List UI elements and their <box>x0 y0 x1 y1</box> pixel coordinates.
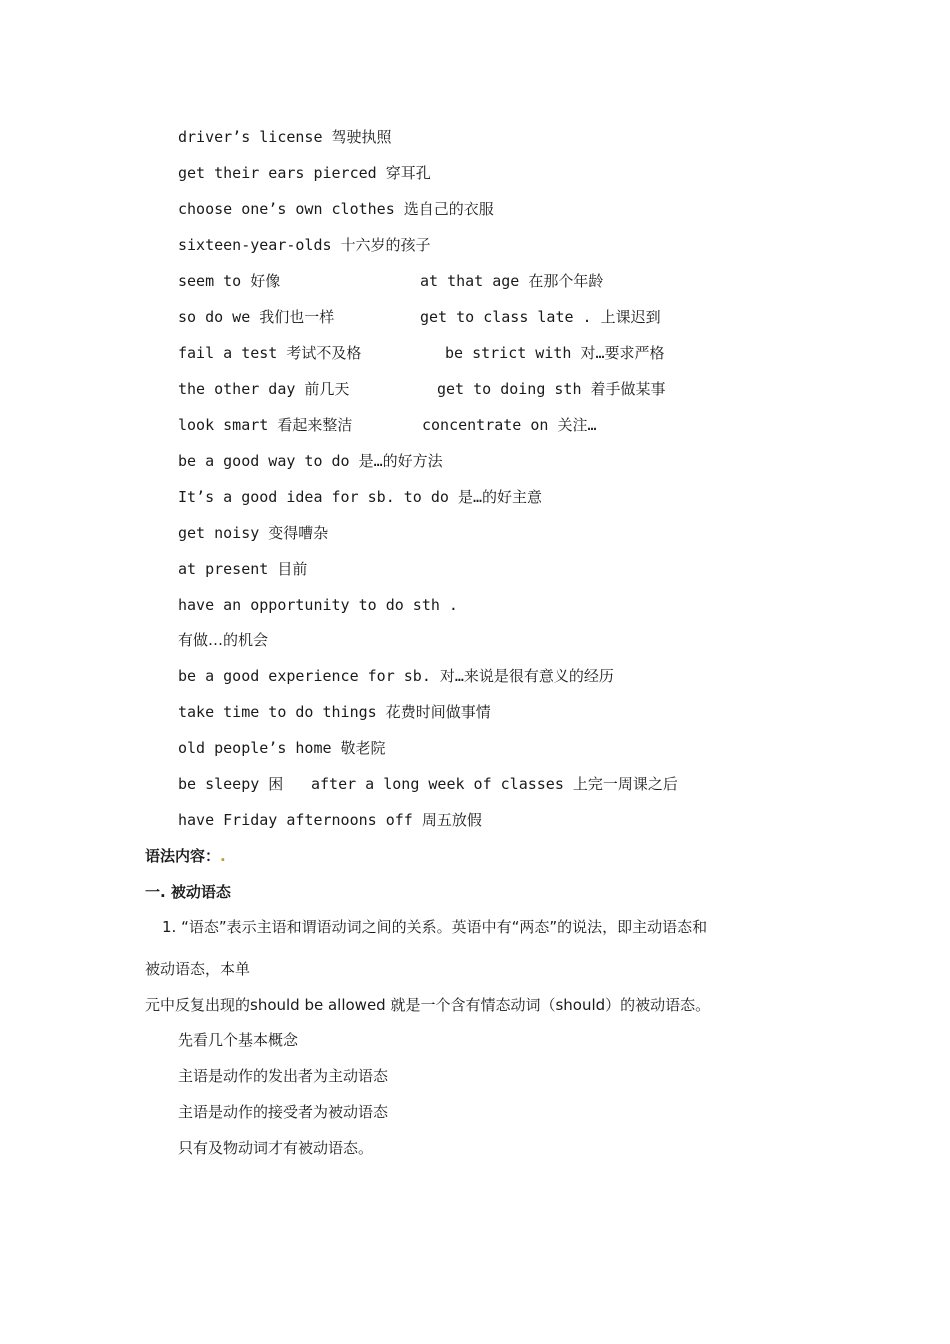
concept-line: 先看几个基本概念 <box>178 1031 299 1049</box>
vocab-line <box>178 343 361 363</box>
vocab-text: old people’s home 敬老院 <box>178 739 386 757</box>
vocab-line <box>178 379 349 399</box>
section-heading: 一. 被动语态 <box>145 883 231 901</box>
grammar-heading <box>145 846 226 866</box>
vocab-text: take time to do things 花费时间做事情 <box>178 703 491 721</box>
vocab-text-col2: after a long week of classes 上完一周课之后 <box>311 775 678 793</box>
vocab-line <box>178 810 482 830</box>
vocab-text: be sleepy 困 <box>178 775 284 793</box>
vocab-line <box>178 666 614 686</box>
vocab-line <box>178 451 443 471</box>
vocab-line-col2 <box>420 271 603 291</box>
paragraph-line: 被动语态，本单 <box>145 960 251 978</box>
paragraph-line: 1. “语态”表示主语和谓语动词之间的关系。英语中有“两态”的说法，即主动语态和 <box>162 918 708 936</box>
vocab-text: get their ears pierced 穿耳孔 <box>178 164 431 182</box>
vocab-text: at present 目前 <box>178 560 308 578</box>
vocab-line <box>178 127 392 147</box>
paragraph-line: 元中反复出现的should be allowed 就是一个含有情态动词（should）的被动语态。 <box>145 996 711 1014</box>
vocab-text: choose one’s own clothes 选自己的衣服 <box>178 200 494 218</box>
vocab-line <box>178 559 307 579</box>
vocab-line-col2 <box>437 379 666 399</box>
vocab-text: 有做…的机会 <box>178 631 269 649</box>
vocab-text: have Friday afternoons off 周五放假 <box>178 811 482 829</box>
vocab-line <box>178 630 268 650</box>
concept-line: 只有及物动词才有被动语态。 <box>178 1139 374 1157</box>
vocab-line <box>178 702 491 722</box>
vocab-line-col2 <box>445 343 665 363</box>
vocab-line <box>178 738 386 758</box>
vocab-line-col2 <box>311 774 678 794</box>
vocab-line-col2 <box>422 415 597 435</box>
grammar-heading-text: 语法内容： <box>145 847 221 865</box>
vocab-text: It’s a good idea for sb. to do 是…的好主意 <box>178 488 542 506</box>
vocab-text: fail a test 考试不及格 <box>178 344 362 362</box>
vocab-line <box>178 163 431 183</box>
vocab-text: so do we 我们也一样 <box>178 308 335 326</box>
vocab-line <box>178 271 280 291</box>
vocab-line <box>178 415 352 435</box>
vocab-text: seem to 好像 <box>178 272 281 290</box>
vocab-line <box>178 487 542 507</box>
vocab-line <box>178 199 494 219</box>
vocab-line <box>178 595 458 615</box>
concept-line: 主语是动作的发出者为主动语态 <box>178 1067 389 1085</box>
grammar-heading-dot: . <box>220 847 226 865</box>
vocab-text: get noisy 变得嘈杂 <box>178 524 329 542</box>
vocab-text-col2: get to doing sth 着手做某事 <box>437 380 666 398</box>
vocab-text: the other day 前几天 <box>178 380 350 398</box>
vocab-text-col2: at that age 在那个年龄 <box>420 272 604 290</box>
vocab-text: driver’s license 驾驶执照 <box>178 128 392 146</box>
vocab-text-col2: be strict with 对…要求严格 <box>445 344 665 362</box>
vocab-text: be a good experience for sb. 对…来说是很有意义的经历 <box>178 667 614 685</box>
vocab-line <box>178 774 283 794</box>
vocab-text: be a good way to do 是…的好方法 <box>178 452 443 470</box>
vocab-text: look smart 看起来整洁 <box>178 416 353 434</box>
vocab-line <box>178 523 328 543</box>
vocab-text: have an opportunity to do sth . <box>178 596 458 614</box>
vocab-text: sixteen-year-olds 十六岁的孩子 <box>178 236 431 254</box>
vocab-line <box>178 307 334 327</box>
concept-line: 主语是动作的接受者为被动语态 <box>178 1103 389 1121</box>
vocab-text-col2: concentrate on 关注… <box>422 416 597 434</box>
vocab-line <box>178 235 431 255</box>
vocab-line-col2 <box>420 307 661 327</box>
vocab-text-col2: get to class late . 上课迟到 <box>420 308 661 326</box>
